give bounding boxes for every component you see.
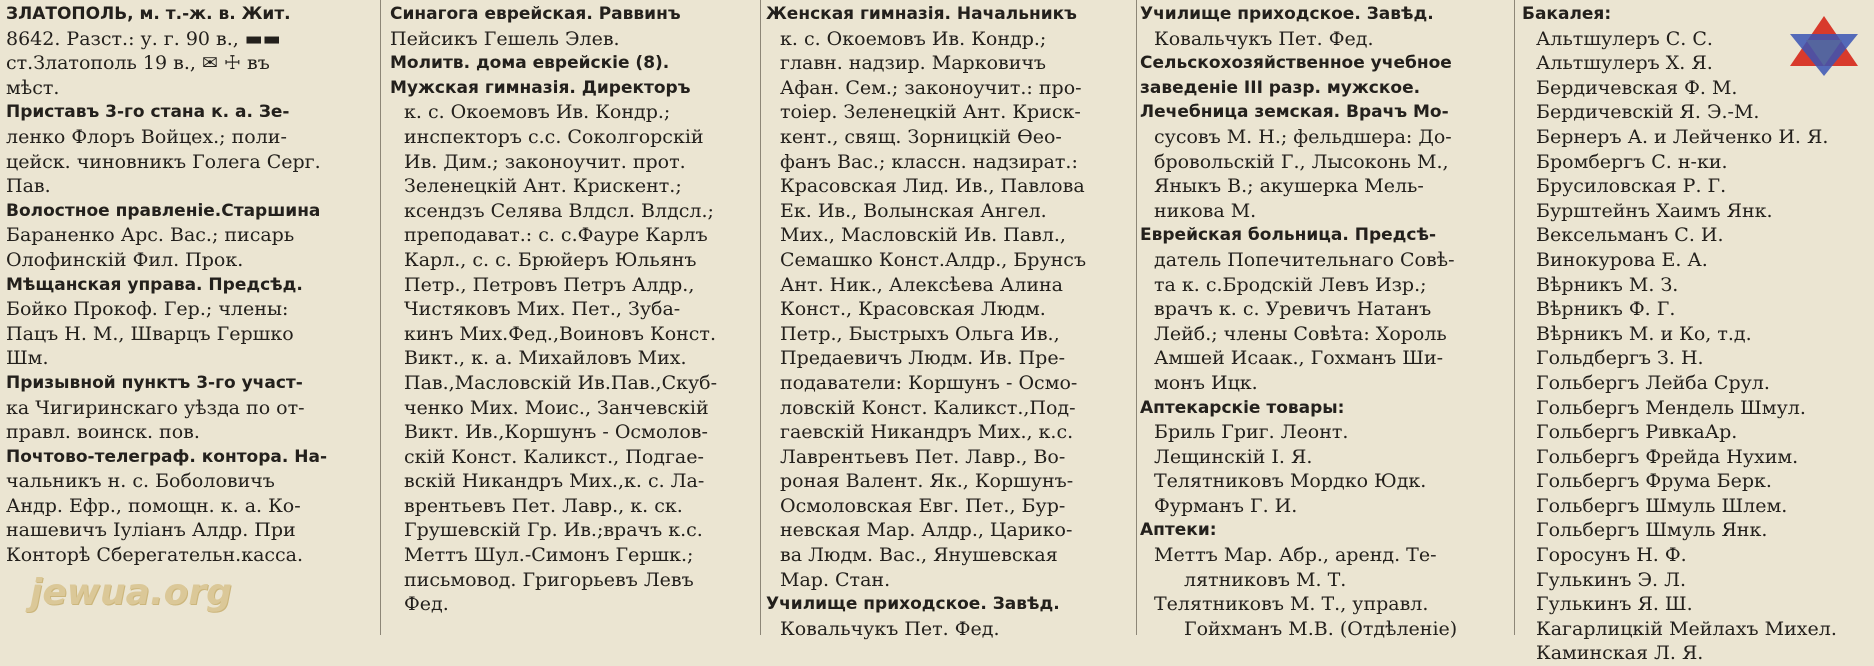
entry-line: Лейб.; члены Совѣта: Хороль [1154, 322, 1447, 345]
entry-line: скій Конст. Каликст., Подгае- [404, 445, 704, 468]
entry-line: цейск. чиновникъ Голега Серг. [6, 150, 321, 173]
entry-line: Телятниковъ М. Т., управл. [1154, 593, 1429, 616]
entry-heading: Призывной пунктъ 3-го участ- [6, 372, 303, 393]
entry-heading: Еврейская больница. Предсѣ- [1140, 225, 1437, 246]
column-1 [6, 2, 368, 635]
entry-line: ловскій Конст. Каликст.,Под- [780, 396, 1076, 419]
entry-line: монъ Ицк. [1154, 371, 1258, 394]
entry-line: та к. с.Бродскій Левъ Изр.; [1154, 273, 1427, 296]
entry-line: Чистяковъ Мих. Пет., Зуба- [404, 298, 681, 321]
entry-line: сусовъ М. Н.; фельдшера: До- [1154, 125, 1452, 148]
entry-line: кинъ Мих.Фед.,Воиновъ Конст. [404, 322, 716, 345]
entry-line: Меттъ Шул.-Симонъ Гершк.; [404, 544, 694, 567]
entry-line: Бромбергъ С. н-ки. [1536, 150, 1728, 173]
entry-line: лятниковъ М. Т. [1184, 568, 1347, 591]
entry-heading: Мѣщанская управа. Предсѣд. [6, 274, 303, 295]
entry-line: главн. надзир. Марковичъ [780, 52, 1047, 75]
entry-line: Афан. Сем.; законоучит.: про- [780, 76, 1082, 99]
entry-heading: Училище приходское. Завѣд. [766, 594, 1060, 615]
entry-line: к. с. Окоемовъ Ив. Кондр.; [780, 27, 1047, 50]
entry-line: Лещинскій І. Я. [1154, 445, 1313, 468]
entry-line: Альтшулеръ Х. Я. [1536, 52, 1713, 75]
entry-line: Андр. Ефр., помощн. к. а. Ко- [6, 494, 301, 517]
entry-heading: Аптекарскіе товары: [1140, 397, 1345, 418]
entry-line: Вѣрникъ Ф. Г. [1536, 298, 1676, 321]
entry-line: Ек. Ив., Волынская Ангел. [780, 199, 1047, 222]
entry-line: подаватели: Коршунъ - Осмо- [780, 371, 1078, 394]
entry-line: Гольдбергъ З. Н. [1536, 347, 1704, 370]
entry-line: Гулькинъ Э. Л. [1536, 568, 1687, 591]
entry-line: Пацъ Н. М., Шварцъ Гершко [6, 322, 294, 345]
entry-line: Гольбергъ Лейба Срул. [1536, 371, 1770, 394]
column-divider [760, 0, 761, 635]
column-divider [380, 0, 381, 635]
entry-line: Семашко Конст.Алдр., Брунсъ [780, 248, 1087, 271]
entry-line: ст.Златополь 19 в., ✉ ☩ въ [6, 52, 270, 75]
entry-heading: Училище приходское. Завѣд. [1140, 4, 1434, 24]
entry-line: Гойхманъ М.В. (Отдѣленіе) [1184, 617, 1458, 640]
entry-line: Мар. Стан. [780, 568, 891, 591]
entry-line: Пав.,Масловскій Ив.Пав.,Скуб- [404, 371, 718, 394]
entry-line: Бойко Прокоф. Гер.; члены: [6, 298, 289, 321]
entry-heading: Аптеки: [1140, 520, 1217, 541]
column-divider [1514, 0, 1515, 635]
site-watermark: jewua.org [30, 572, 232, 613]
entry-heading: Приставъ 3-го стана к. а. Зе- [6, 102, 290, 123]
entry-heading: Мужская гимназія. Директоръ [390, 77, 691, 98]
entry-line: правл. воинск. пов. [6, 421, 200, 444]
entry-line: Винокурова Е. А. [1536, 248, 1708, 271]
entry-line: Гольбергъ Фрума Берк. [1536, 470, 1772, 493]
entry-line: мѣст. [6, 76, 60, 99]
entry-line: Вексельманъ С. И. [1536, 224, 1724, 247]
entry-line: вскій Никандръ Мих.,к. с. Ла- [404, 470, 705, 493]
entry-line: гаевскій Никандръ Мих., к.с. [780, 421, 1074, 444]
entry-line: врентьевъ Пет. Лавр., к. ск. [404, 494, 683, 517]
entry-line: Конторѣ Сберегательн.касса. [6, 544, 304, 567]
entry-heading: Лечебница земская. Врачъ Мо- [1140, 102, 1449, 123]
entry-line: никова М. [1154, 199, 1257, 222]
entry-line: Ковальчукъ Пет. Фед. [780, 617, 1000, 640]
entry-heading: Молитв. дома еврейскіе (8). [390, 53, 670, 74]
entry-line: письмовод. Григорьевъ Левъ [404, 568, 694, 591]
entry-line: Мих., Масловскій Ив. Павл., [780, 224, 1066, 247]
entry-line: Бердичевская Ф. М. [1536, 76, 1738, 99]
entry-line: Осмоловская Евг. Пет., Бур- [780, 494, 1066, 517]
entry-line: нашевичъ Іуліанъ Алдр. При [6, 519, 296, 542]
column-4 [1140, 2, 1512, 640]
entry-line: Бараненко Арс. Вас.; писарь [6, 224, 295, 247]
entry-line: Шм. [6, 347, 49, 370]
entry-line: Петр., Быстрыхъ Ольга Ив., [780, 322, 1060, 345]
entry-line: к. с. Окоемовъ Ив. Кондр.; [404, 101, 671, 124]
entry-line: Ковальчукъ Пет. Фед. [1154, 27, 1374, 50]
column-2 [390, 2, 754, 635]
entry-line: преподават.: с. с.Фауре Карлъ [404, 224, 708, 247]
entry-heading: Синагога еврейская. Раввинъ [390, 4, 681, 24]
entry-line: Бердичевскій Я. Э.-М. [1536, 101, 1760, 124]
entry-line: ченко Мих. Моис., Занчевскій [404, 396, 709, 419]
entry-line: Гольбергъ Шмуль Шлем. [1536, 494, 1788, 517]
entry-line: Вѣрникъ М. З. [1536, 273, 1679, 296]
entry-line: Брусиловская Р. Г. [1536, 175, 1727, 198]
entry-line: бровольскій Г., Лысоконь М., [1154, 150, 1449, 173]
entry-line: Гольбергъ Фрейда Нухим. [1536, 445, 1799, 468]
entry-heading: Почтово-телеграф. контора. На- [6, 446, 327, 467]
entry-line: датель Попечительнаго Совѣ- [1154, 248, 1455, 271]
column-3 [766, 2, 1134, 640]
entry-line: ксендзъ Селява Влдсл. Влдсл.; [404, 199, 714, 222]
entry-line: чальникъ н. с. Боболовичъ [6, 470, 275, 493]
entry-line: тоіер. Зеленецкій Ант. Криск- [780, 101, 1081, 124]
entry-line: Фед. [404, 593, 449, 616]
entry-line: Гольбергъ РивкаАр. [1536, 421, 1738, 444]
entry-line: Ант. Ник., Алексѣева Алина [780, 273, 1063, 296]
entry-line: Зеленецкій Ант. Крискент.; [404, 175, 682, 198]
entry-line: 8642. Разст.: у. г. 90 в., ▬▬ [6, 27, 281, 50]
entry-line: Кагарлицкій Мейлахъ Михел. [1536, 617, 1837, 640]
entry-line: фанъ Вас.; классн. надзират.: [780, 150, 1078, 173]
entry-line: Гольбергъ Шмуль Янк. [1536, 519, 1768, 542]
entry-line: кент., свящ. Зорницкій Ѳео- [780, 125, 1062, 148]
entry-line: Конст., Красовская Людм. [780, 298, 1046, 321]
entry-line: Бриль Григ. Леонт. [1154, 421, 1349, 444]
entry-line: Викт. Ив.,Коршунъ - Осмолов- [404, 421, 708, 444]
entry-line: Ив. Дим.; законоучит. прот. [404, 150, 686, 173]
entry-line: Телятниковъ Мордко Юдк. [1154, 470, 1427, 493]
column-5 [1522, 2, 1874, 665]
entry-line: ленко Флоръ Войцех.; поли- [6, 125, 287, 148]
entry-line: Альтшулеръ С. С. [1536, 27, 1713, 50]
entry-line: Красовская Лид. Ив., Павлова [780, 175, 1085, 198]
entry-line: Пав. [6, 175, 51, 198]
entry-line: невская Мар. Алдр., Царико- [780, 519, 1073, 542]
entry-line: роная Валент. Як., Коршунъ- [780, 470, 1074, 493]
entry-line: Петр., Петровъ Петръ Алдр., [404, 273, 695, 296]
entry-line: Вѣрникъ М. и Ко, т.д. [1536, 322, 1752, 345]
entry-line: Грушевскій Гр. Ив.;врачъ к.с. [404, 519, 703, 542]
entry-line: Пейсикъ Гешель Элев. [390, 27, 620, 50]
entry-line: Викт., к. а. Михайловъ Мих. [404, 347, 687, 370]
entry-line: Олофинскій Фил. Прок. [6, 248, 244, 271]
column-divider [1136, 0, 1137, 635]
entry-line: Предаевичъ Людм. Ив. Пре- [780, 347, 1065, 370]
entry-line: Каминская Л. Я. [1536, 642, 1704, 665]
entry-heading: заведеніе III разр. мужское. [1140, 77, 1421, 98]
entry-line: Меттъ Мар. Абр., аренд. Те- [1154, 544, 1437, 567]
star-of-david-logo [1786, 14, 1862, 76]
entry-line: врачъ к. с. Уревичъ Натанъ [1154, 298, 1432, 321]
entry-line: Карл., с. с. Брюйеръ Юльянъ [404, 248, 697, 271]
entry-heading: Сельскохозяйственное учебное [1140, 53, 1452, 74]
entry-line: Лаврентьевъ Пет. Лавр., Во- [780, 445, 1066, 468]
entry-heading: Волостное правленіе.Старшина [6, 200, 321, 221]
entry-line: Амшей Исаак., Гохманъ Ши- [1154, 347, 1444, 370]
entry-line: ка Чигиринскаго уѣзда по от- [6, 396, 305, 419]
entry-heading: Женская гимназія. Начальникъ [766, 4, 1077, 24]
entry-line: Горосунъ Н. Ф. [1536, 544, 1687, 567]
entry-line: инспекторъ с.с. Соколгорскій [404, 125, 704, 148]
entry-line: Бурштейнъ Хаимъ Янк. [1536, 199, 1773, 222]
entry-line: Гольбергъ Мендель Шмул. [1536, 396, 1806, 419]
entry-line: Гулькинъ Я. Ш. [1536, 593, 1693, 616]
entry-heading: ЗЛАТОПОЛЬ, м. т.-ж. в. Жит. [6, 4, 291, 24]
entry-heading: Бакалея: [1522, 4, 1612, 24]
entry-line: Бернеръ А. и Лейченко И. Я. [1536, 125, 1829, 148]
entry-line: Фурманъ Г. И. [1154, 494, 1298, 517]
entry-line: Яныкъ В.; акушерка Мель- [1154, 175, 1424, 198]
entry-line: ва Людм. Вас., Янушевская [780, 544, 1058, 567]
